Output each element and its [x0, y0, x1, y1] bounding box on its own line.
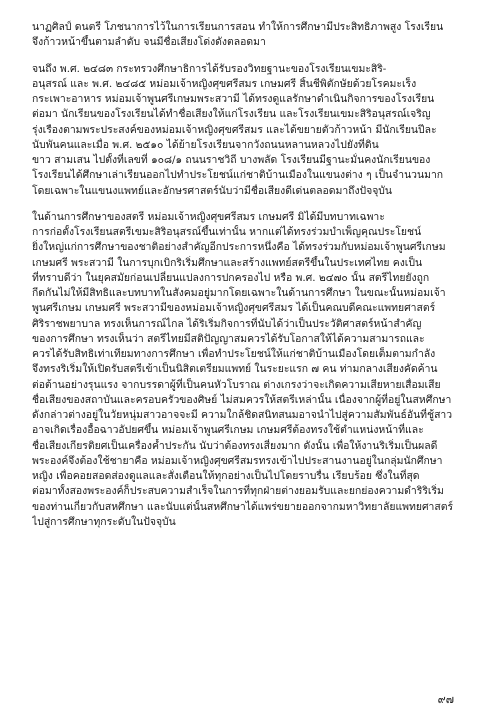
paragraph-school-history	[32, 62, 476, 199]
text-line: ชื่อเสียงของสถาบันและครอบครัวของศิษย์ ไม่สมควรให้สตรีเหล่านั้น เนื่องจากผู้ที่อยู่ในสหศึกษา	[32, 393, 452, 406]
body-text	[32, 20, 476, 530]
text-line: ต่อมา นักเรียนของโรงเรียนได้ทำชื่อเสียงให้แก่โรงเรียน และโรงเรียนเขมะสิริอนุสรณ์เจริญ	[32, 108, 431, 121]
text-line: ของท่านเกี่ยวกับสหศึกษา และนับแต่นั้นสหศึกษาได้แพร่ขยายออกจากมหาวิทยาลัยแพทยศาสตร์	[32, 500, 454, 513]
text-line: ศิริราชพยาบาล ทรงเห็นการณ์ไกล ได้ริเริ่มกิจการที่นับได้ว่าเป็นประวัติศาสตร์หน้าสำคัญ	[32, 317, 422, 330]
text-line: ต่อต้านอย่างรุนแรง จากบรรดาผู้ที่เป็นคนหัวโบราณ ต่างเกรงว่าจะเกิดความเสียหายเสื่อมเสีย	[32, 378, 441, 391]
text-line: ดังกล่าวต่างอยู่ในวัยหนุ่มสาวอาจจะมี ความใกล้ชิดสนิทสนมอาจนำไปสู่ความสัมพันธ์อันที่ชู้สาว	[32, 409, 453, 421]
text-line: นับพันคนและเมื่อ พ.ศ. ๒๕๑๐ ได้ย้ายโรงเรียนจากวังถนนหลานหลวงไปยังที่ดิน	[32, 138, 379, 151]
text-line: ขาว สามเสน ไปตั้งที่เลขที่ ๑๐๘/๑ ถนนราชวิถี บางพลัด โรงเรียนมีฐานะมั่นคงนักเรียนของ	[32, 154, 431, 166]
text-line: พูนศรีเกษม เกษมศรี พระสวามีของหม่อมเจ้าหญิงศุขศรีสมร ได้เป็นคณบดีคณะแพทยศาสตร์	[32, 302, 436, 315]
paragraph-continuation	[32, 20, 476, 51]
text-line: กระเพาะอาหาร หม่อมเจ้าพูนศรีเกษมพระสวามี ได้ทรงดูแลรักษาดำเนินกิจการของโรงเรียน	[32, 93, 435, 105]
text-line: การก่อตั้งโรงเรียนสตรีเขมะสิริอนุสรณ์ขึ้นเท่านั้น หากแต่ได้ทรงร่วมบำเพ็ญคุณประโยชน์	[32, 226, 422, 238]
paragraph-women-education	[32, 210, 476, 530]
text-line: อนุสรณ์ และ พ.ศ. ๒๔๘๕ หม่อมเจ้าหญิงศุขศรีสมร เกษมศรี สิ้นชีพิตักษัยด้วยโรคมะเร็ง	[32, 77, 417, 90]
text-line: ของการศึกษา ทรงเห็นว่า สตรีไทยมีสติปัญญาสมควรได้รับโอกาสให้ได้ความสามารถและ	[32, 332, 425, 345]
page-number: ๙๗	[437, 693, 454, 706]
text-line: ควรได้รับสิทธิเท่าเทียมทางการศึกษา เพื่อทำประโยชน์ให้แก่ชาติบ้านเมืองโดยเต็มตามกำลัง	[32, 348, 436, 360]
text-line: นาฏศิลป์ ดนตรี โภชนาการไว้ในการเรียนการสอน ทำให้การศึกษามีประสิทธิภาพสูง โรงเรียน	[32, 21, 444, 33]
text-line: กีดกันไม่ให้มีสิทธิและบทบาทในสังคมอยู่มากโดยเฉพาะในด้านการศึกษา ในขณะนั้นหม่อมเจ้า	[32, 287, 446, 299]
text-line: ไปสู่การศึกษาทุกระดับในปัจจุบัน	[32, 515, 176, 528]
text-line: จึงก้าวหน้าขึ้นตามลำดับ จนมีชื่อเสียงโด่งดังตลอดมา	[32, 36, 266, 49]
text-line: อาจเกิดเรื่องอื้อฉาวอัปยศขึ้น หม่อมเจ้าพูนศรีเกษม เกษมศรีต้องทรงใช้ตำแหน่งหน้าที่และ	[32, 424, 424, 437]
text-line: โรงเรียนได้ศึกษาเล่าเรียนออกไปทำประโยชน์แก่ชาติบ้านเมืองในแขนงต่าง ๆ เป็นจำนวนมาก	[32, 169, 444, 182]
text-line: ยิ่งใหญ่แก่การศึกษาของชาติอย่างสำคัญอีกประการหนึ่งคือ ได้ทรงร่วมกับหม่อมเจ้าพูนศรีเกษม	[32, 241, 446, 254]
text-line: ในด้านการศึกษาของสตรี หม่อมเจ้าหญิงศุขศรีสมร เกษมศรี มิได้มีบทบาทเฉพาะ	[32, 210, 385, 223]
text-line: พระองค์จึงต้องใช้ชายาคือ หม่อมเจ้าหญิงศุขศรีสมรทรงเข้าไปประสานงานอยู่ในกลุ่มนักศึกษา	[32, 454, 443, 467]
text-line: จนถึง พ.ศ. ๒๔๘๓ กระทรวงศึกษาธิการได้รับรองวิทยฐานะของโรงเรียนเขมะสิริ-	[32, 62, 387, 75]
text-line: เกษมศรี พระสวามี ในการบุกเบิกริเริ่มศึกษาและสร้างแพทย์สตรีขึ้นในประเทศไทย คงเป็น	[32, 256, 423, 269]
text-line: ต่อมาทั้งสองพระองค์ก็ประสบความสำเร็จในการที่ทุกฝ่ายต่างยอมรับและยกย่องความดำริริเริ่ม	[32, 485, 444, 498]
text-line: โดยเฉพาะในแขนงแพทย์และอักษรศาสตร์นับว่ามีชื่อเสียงดีเด่นตลอดมาถึงปัจจุบัน	[32, 184, 392, 197]
text-line: ชื่อเสียงเกียรติยศเป็นเครื่องค้ำประกัน นับว่าต้องทรงเสี่ยงมาก ดังนั้น เพื่อให้งานริเริ่มเป็นผลดี	[32, 439, 438, 452]
text-line: หญิง เพื่อคอยสอดส่องดูแลและสั่งเตือนให้ทุกอย่างเป็นไปโดยราบรื่น เรียบร้อย ซึ่งในที่สุด	[32, 470, 420, 482]
text-line: จึงทรงริเริ่มให้เปิดรับสตรีเข้าเป็นนิสิตเตรียมแพทย์ ในระยะแรก ๗ คน ท่ามกลางเสียงคัดค้าน	[32, 363, 438, 376]
text-line: รุ่งเรืองตามพระประสงค์ของหม่อมเจ้าหญิงศุขศรีสมร และได้ขยายตัวก้าวหน้า มีนักเรียนปีละ	[32, 123, 437, 136]
text-line: ที่ทราบดีว่า ในยุคสมัยก่อนเปลี่ยนแปลงการปกครองไป หรือ พ.ศ. ๒๔๗๐ นั้น สตรีไทยยังถูก	[32, 271, 430, 284]
